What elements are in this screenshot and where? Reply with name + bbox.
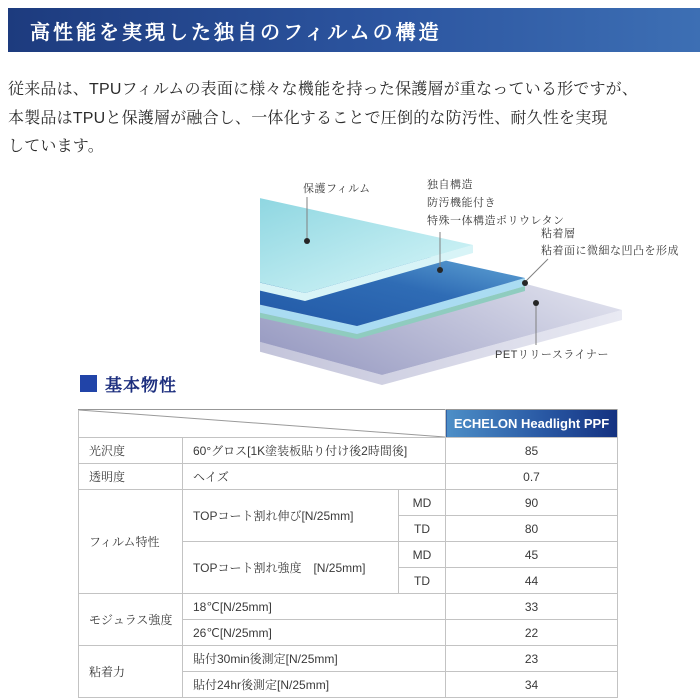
property-cell: 粘着力 <box>79 646 183 698</box>
value-cell: 23 <box>446 646 618 672</box>
item-cell: ヘイズ <box>183 464 446 490</box>
direction-cell: MD <box>399 542 446 568</box>
item-cell: 貼付24hr後測定[N/25mm] <box>183 672 446 698</box>
value-cell: 44 <box>446 568 618 594</box>
table-row <box>79 464 618 490</box>
property-cell: 光沢度 <box>79 438 183 464</box>
table-header-row <box>79 410 618 438</box>
table-row <box>79 646 618 672</box>
label-line: 粘着層 <box>541 228 576 240</box>
label-line: 独自構造 <box>427 179 473 191</box>
item-cell: 60°グロス[1K塗装板貼り付け後2時間後] <box>183 438 446 464</box>
value-cell: 80 <box>446 516 618 542</box>
item-cell: 貼付30min後測定[N/25mm] <box>183 646 446 672</box>
property-cell: モジュラス強度 <box>79 594 183 646</box>
label-line: 特殊一体構造ポリウレタン <box>427 215 565 227</box>
callout-dot <box>533 300 539 306</box>
item-cell: TOPコート割れ強度 [N/25mm] <box>183 542 399 594</box>
value-cell: 34 <box>446 672 618 698</box>
item-cell: TOPコート割れ伸び[N/25mm] <box>183 490 399 542</box>
item-cell: 26℃[N/25mm] <box>183 620 446 646</box>
table-row <box>79 594 618 620</box>
basic-properties-table <box>78 409 618 698</box>
table-row <box>79 438 618 464</box>
value-cell: 22 <box>446 620 618 646</box>
value-cell: 45 <box>446 542 618 568</box>
direction-cell: MD <box>399 490 446 516</box>
callout-dot <box>437 267 443 273</box>
direction-cell: TD <box>399 568 446 594</box>
section-heading <box>80 371 177 396</box>
table-row <box>79 490 618 516</box>
value-cell: 0.7 <box>446 464 618 490</box>
label-pet-liner: PETリリースライナー <box>495 349 610 361</box>
section-title: 基本物性 <box>105 376 177 395</box>
item-cell: 18℃[N/25mm] <box>183 594 446 620</box>
intro-line: 本製品はTPUと保護層が融合し、一体化することで圧倒的な防汚性、耐久性を実現 <box>8 109 608 127</box>
value-cell: 85 <box>446 438 618 464</box>
label-line: 粘着面に微細な凹凸を形成 <box>541 245 679 257</box>
product-header-cell: ECHELON Headlight PPF <box>446 410 618 438</box>
callout-dot <box>304 238 310 244</box>
diagonal-line <box>79 410 445 437</box>
square-bullet-icon <box>80 375 97 392</box>
property-cell: フィルム特性 <box>79 490 183 594</box>
property-cell: 透明度 <box>79 464 183 490</box>
intro-line: しています。 <box>8 138 104 155</box>
label-protective-film: 保護フィルム <box>303 183 371 195</box>
intro-line: 従来品は、TPUフィルムの表面に様々な機能を持った保護層が重なっている形ですが、 <box>8 81 639 98</box>
corner-cell <box>79 410 446 438</box>
label-unique-structure <box>427 176 565 230</box>
callout-dot <box>522 280 528 286</box>
page-title: 高性能を実現した独自のフィルムの構造 <box>30 19 442 44</box>
value-cell: 33 <box>446 594 618 620</box>
label-line: 防汚機能付き <box>427 197 496 209</box>
value-cell: 90 <box>446 490 618 516</box>
direction-cell: TD <box>399 516 446 542</box>
label-adhesive-layer <box>541 226 679 260</box>
intro-paragraph <box>8 76 696 162</box>
section-header-bar <box>8 8 700 52</box>
